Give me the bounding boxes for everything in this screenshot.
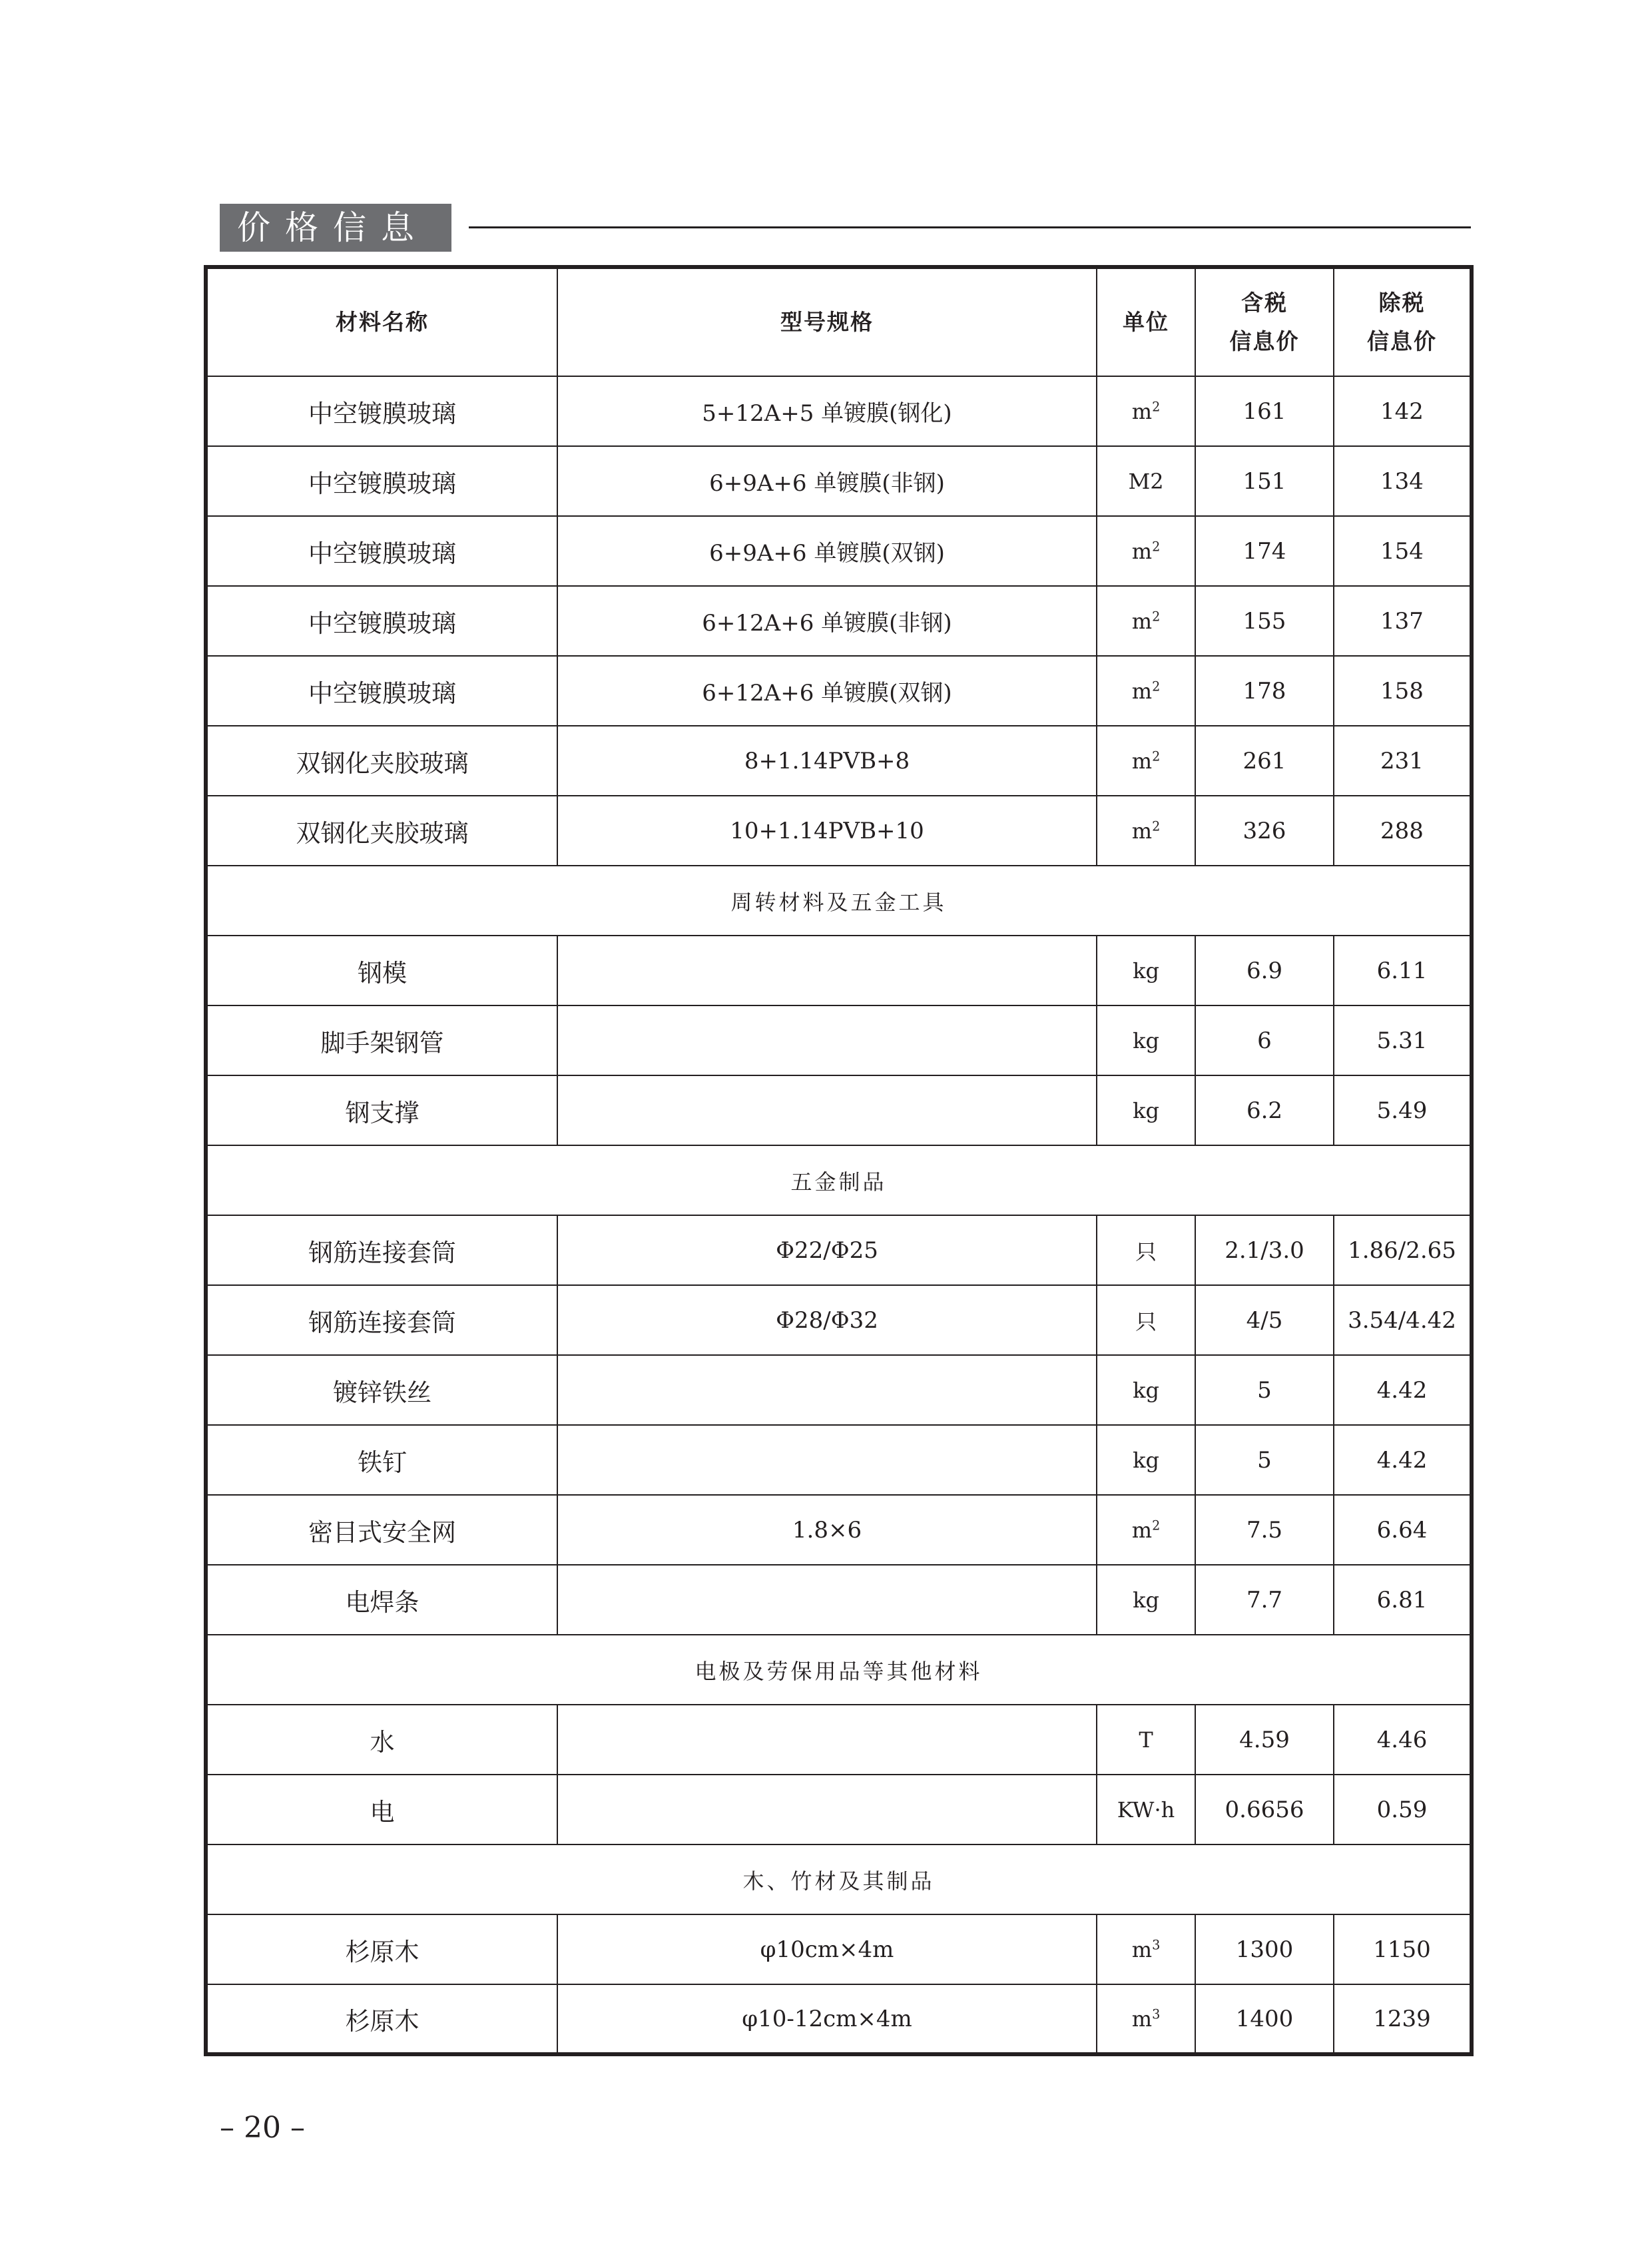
unit-cell	[1097, 1914, 1195, 1984]
unit-base: m	[1131, 2006, 1153, 2032]
table-row	[206, 1914, 1472, 1984]
category-row	[206, 1635, 1472, 1705]
unit-superscript: 2	[1152, 1517, 1161, 1533]
unit-cell	[1097, 586, 1195, 656]
price-net-cell: 137	[1334, 586, 1472, 656]
unit-base: T	[1139, 1727, 1153, 1753]
price-tax-cell: 174	[1195, 516, 1334, 586]
category-label: 木、竹材及其制品	[206, 1844, 1472, 1914]
unit-base: kg	[1133, 1097, 1159, 1123]
material-name-cell: 电	[206, 1775, 557, 1844]
unit-base: m	[1131, 748, 1153, 774]
unit-base: kg	[1133, 1447, 1159, 1473]
unit-base: kg	[1133, 958, 1159, 984]
material-name-cell: 脚手架钢管	[206, 1005, 557, 1075]
unit-superscript: 2	[1152, 538, 1161, 554]
table-row	[206, 936, 1472, 1005]
material-name-cell: 中空镀膜玻璃	[206, 586, 557, 656]
price-net-cell: 5.49	[1334, 1075, 1472, 1145]
table-row	[206, 796, 1472, 866]
spec-cell: 6+9A+6 单镀膜(双钢)	[557, 516, 1097, 586]
category-row	[206, 1145, 1472, 1215]
category-row	[206, 866, 1472, 936]
unit-superscript: 2	[1152, 678, 1161, 694]
category-label: 电极及劳保用品等其他材料	[206, 1635, 1472, 1705]
unit-base: m	[1131, 1936, 1153, 1962]
material-name-cell: 杉原木	[206, 1984, 557, 2054]
spec-cell	[557, 1775, 1097, 1844]
unit-cell	[1097, 796, 1195, 866]
price-tax-cell: 5	[1195, 1425, 1334, 1495]
material-name-cell: 水	[206, 1705, 557, 1775]
unit-base: m	[1131, 608, 1153, 634]
price-net-cell: 0.59	[1334, 1775, 1472, 1844]
spec-cell: φ10-12cm×4m	[557, 1984, 1097, 2054]
unit-cell	[1097, 1285, 1195, 1355]
unit-cell	[1097, 516, 1195, 586]
spec-cell: 1.8×6	[557, 1495, 1097, 1565]
price-net-cell: 134	[1334, 446, 1472, 516]
page-number: – 20 –	[220, 2111, 305, 2145]
unit-superscript: 2	[1152, 818, 1161, 834]
unit-cell	[1097, 1075, 1195, 1145]
price-net-cell: 1239	[1334, 1984, 1472, 2054]
unit-base: kg	[1133, 1377, 1159, 1403]
material-name-cell: 双钢化夹胶玻璃	[206, 796, 557, 866]
header-rule	[469, 226, 1471, 228]
column-header-price-net: 除税 信息价	[1334, 267, 1472, 376]
spec-cell: 6+12A+6 单镀膜(双钢)	[557, 656, 1097, 726]
material-name-cell: 中空镀膜玻璃	[206, 656, 557, 726]
price-tax-cell: 0.6656	[1195, 1775, 1334, 1844]
unit-cell	[1097, 1215, 1195, 1285]
unit-base: m	[1131, 678, 1153, 704]
material-name-cell: 钢筋连接套筒	[206, 1215, 557, 1285]
price-tax-cell: 6.9	[1195, 936, 1334, 1005]
spec-cell	[557, 1565, 1097, 1635]
table-row	[206, 1215, 1472, 1285]
unit-cell	[1097, 1705, 1195, 1775]
price-net-cell: 288	[1334, 796, 1472, 866]
material-name-cell: 杉原木	[206, 1914, 557, 1984]
price-tax-cell: 4.59	[1195, 1705, 1334, 1775]
price-tax-cell: 6	[1195, 1005, 1334, 1075]
price-net-cell: 4.42	[1334, 1355, 1472, 1425]
price-tax-cell: 1300	[1195, 1914, 1334, 1984]
price-net-cell: 1.86/2.65	[1334, 1215, 1472, 1285]
column-header-name: 材料名称	[206, 267, 557, 376]
price-tax-cell: 4/5	[1195, 1285, 1334, 1355]
unit-cell	[1097, 656, 1195, 726]
price-tax-cell: 155	[1195, 586, 1334, 656]
unit-cell	[1097, 726, 1195, 796]
unit-cell	[1097, 936, 1195, 1005]
material-name-cell: 中空镀膜玻璃	[206, 446, 557, 516]
table-row	[206, 1425, 1472, 1495]
table-row	[206, 1355, 1472, 1425]
price-net-cell: 1150	[1334, 1914, 1472, 1984]
unit-base: 只	[1135, 1239, 1157, 1265]
table-row	[206, 586, 1472, 656]
price-net-cell: 5.31	[1334, 1005, 1472, 1075]
price-net-cell: 4.42	[1334, 1425, 1472, 1495]
material-name-cell: 镀锌铁丝	[206, 1355, 557, 1425]
unit-cell	[1097, 446, 1195, 516]
table-row	[206, 446, 1472, 516]
unit-superscript: 2	[1152, 608, 1161, 624]
unit-superscript: 3	[1152, 1936, 1161, 1952]
price-net-cell: 6.64	[1334, 1495, 1472, 1565]
table-row	[206, 1984, 1472, 2054]
unit-base: kg	[1133, 1027, 1159, 1053]
table-row	[206, 376, 1472, 446]
price-tax-cell: 261	[1195, 726, 1334, 796]
spec-cell: 8+1.14PVB+8	[557, 726, 1097, 796]
spec-cell	[557, 1005, 1097, 1075]
unit-cell	[1097, 1565, 1195, 1635]
price-tax-cell: 7.7	[1195, 1565, 1334, 1635]
spec-cell: 6+12A+6 单镀膜(非钢)	[557, 586, 1097, 656]
column-header-price-tax: 含税 信息价	[1195, 267, 1334, 376]
price-tax-cell: 178	[1195, 656, 1334, 726]
price-net-cell: 158	[1334, 656, 1472, 726]
table-row	[206, 1705, 1472, 1775]
price-tax-cell: 7.5	[1195, 1495, 1334, 1565]
price-tax-cell: 5	[1195, 1355, 1334, 1425]
price-tax-cell: 161	[1195, 376, 1334, 446]
table-body	[206, 376, 1472, 2054]
material-name-cell: 钢筋连接套筒	[206, 1285, 557, 1355]
table-row	[206, 1285, 1472, 1355]
unit-superscript: 2	[1152, 398, 1161, 414]
table-row	[206, 516, 1472, 586]
unit-cell	[1097, 1495, 1195, 1565]
price-tax-cell: 1400	[1195, 1984, 1334, 2054]
unit-base: m	[1131, 1517, 1153, 1543]
price-net-cell: 4.46	[1334, 1705, 1472, 1775]
table-row	[206, 1005, 1472, 1075]
price-tax-cell: 6.2	[1195, 1075, 1334, 1145]
table-row	[206, 1565, 1472, 1635]
unit-cell	[1097, 1984, 1195, 2054]
spec-cell: φ10cm×4m	[557, 1914, 1097, 1984]
price-table	[204, 265, 1474, 2056]
category-row	[206, 1844, 1472, 1914]
unit-base: KW·h	[1117, 1797, 1175, 1823]
price-net-cell: 231	[1334, 726, 1472, 796]
unit-cell	[1097, 1425, 1195, 1495]
spec-cell: Φ28/Φ32	[557, 1285, 1097, 1355]
spec-cell	[557, 1425, 1097, 1495]
price-tax-cell: 2.1/3.0	[1195, 1215, 1334, 1285]
material-name-cell: 双钢化夹胶玻璃	[206, 726, 557, 796]
material-name-cell: 电焊条	[206, 1565, 557, 1635]
spec-cell: 10+1.14PVB+10	[557, 796, 1097, 866]
spec-cell: Φ22/Φ25	[557, 1215, 1097, 1285]
column-header-spec: 型号规格	[557, 267, 1097, 376]
category-label: 周转材料及五金工具	[206, 866, 1472, 936]
material-name-cell: 密目式安全网	[206, 1495, 557, 1565]
table-header-row	[206, 267, 1472, 376]
unit-superscript: 3	[1152, 2006, 1161, 2022]
unit-cell	[1097, 1355, 1195, 1425]
unit-base: m	[1131, 818, 1153, 844]
price-net-cell: 6.11	[1334, 936, 1472, 1005]
spec-cell: 5+12A+5 单镀膜(钢化)	[557, 376, 1097, 446]
price-tax-cell: 326	[1195, 796, 1334, 866]
table-row	[206, 1495, 1472, 1565]
price-net-cell: 154	[1334, 516, 1472, 586]
material-name-cell: 钢支撑	[206, 1075, 557, 1145]
category-label: 五金制品	[206, 1145, 1472, 1215]
table-row	[206, 656, 1472, 726]
unit-base: m	[1131, 398, 1153, 424]
material-name-cell: 钢模	[206, 936, 557, 1005]
unit-base: 只	[1135, 1308, 1157, 1334]
table-row	[206, 1075, 1472, 1145]
unit-base: kg	[1133, 1587, 1159, 1613]
price-net-cell: 142	[1334, 376, 1472, 446]
material-name-cell: 中空镀膜玻璃	[206, 376, 557, 446]
spec-cell	[557, 936, 1097, 1005]
unit-superscript: 2	[1152, 748, 1161, 764]
price-net-cell: 6.81	[1334, 1565, 1472, 1635]
price-net-cell: 3.54/4.42	[1334, 1285, 1472, 1355]
section-title: 价格信息	[220, 204, 451, 252]
spec-cell	[557, 1355, 1097, 1425]
unit-base: M2	[1128, 468, 1164, 494]
spec-cell: 6+9A+6 单镀膜(非钢)	[557, 446, 1097, 516]
unit-cell	[1097, 1775, 1195, 1844]
unit-base: m	[1131, 538, 1153, 564]
spec-cell	[557, 1705, 1097, 1775]
material-name-cell: 中空镀膜玻璃	[206, 516, 557, 586]
table-row	[206, 726, 1472, 796]
material-name-cell: 铁钉	[206, 1425, 557, 1495]
column-header-unit: 单位	[1097, 267, 1195, 376]
unit-cell	[1097, 376, 1195, 446]
price-tax-cell: 151	[1195, 446, 1334, 516]
spec-cell	[557, 1075, 1097, 1145]
unit-cell	[1097, 1005, 1195, 1075]
table-row	[206, 1775, 1472, 1844]
